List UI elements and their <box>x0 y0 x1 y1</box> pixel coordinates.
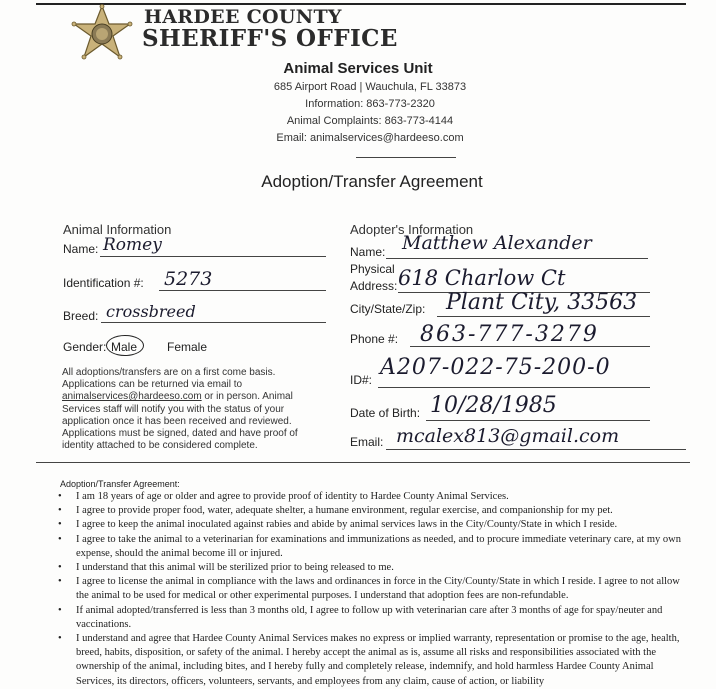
email-value[interactable]: mcalex813@gmail.com <box>396 425 620 447</box>
email-label: Email: <box>350 435 384 449</box>
unit-name: Animal Services Unit <box>283 60 433 77</box>
agreement-term: • I understand that this animal will be sterilized prior to being released to me. <box>56 561 686 575</box>
adopter-name-value[interactable]: Matthew Alexander <box>402 232 592 254</box>
agreement-term: • I agree to license the animal in compliance with the laws and ordinances in force in the City/County/State in which I reside. I agree to not allow the animal to be used for medical or other experimental purposes. I understand that adoption fees are non-refundable. <box>56 575 686 603</box>
address-label: Address: <box>350 279 398 293</box>
application-note: All adoptions/transfers are on a first come basis. Applications can be returned via email to animalservices@hardeeso.com or in person. Animal Services staff will notify you with the status of your application once it has been received and reviewed. Applications must be signed, dated and have proof of identity attached to be considered complete. <box>62 367 298 452</box>
gender-male-option[interactable]: Male <box>111 340 138 354</box>
dob-underline <box>426 420 650 421</box>
form-title: Adoption/Transfer Agreement <box>261 172 483 191</box>
animal-name-label: Name: <box>63 242 99 256</box>
id-number-value[interactable]: A207-022-75-200-0 <box>380 355 611 380</box>
agency-name-line1: HARDEE COUNTY <box>144 6 342 28</box>
agreement-term: • I agree to provide proper food, water, adequate shelter, a humane environment, regular exercise, and companionship for my pet. <box>56 504 686 518</box>
adopter-name-underline <box>386 258 648 259</box>
agreement-term: • I am 18 years of age or older and agree to provide proof of identity to Hardee County Animal Services. <box>56 490 686 504</box>
note-email-link[interactable]: animalservices@hardeeso.com <box>62 391 202 403</box>
agreement-term: • I understand and agree that Hardee County Animal Services makes no express or implied warranty, representation or promise to the age, health, breed, habits, disposition, or safety of the animal. I hereby accept the animal as is, assume all risks and responsibilities associated with the ownership of the animal, including bites, and I hereby fully and completely release, indemnify, and hold harmless Hardee County Animal Services, its directors, officers, volunteers, servants, and employees from any claim, cause of action, or liability <box>56 632 686 689</box>
dob-value[interactable]: 10/28/1985 <box>430 393 557 418</box>
breed-value[interactable]: crossbreed <box>106 302 196 321</box>
agency-email: Email: animalservices@hardeeso.com <box>276 132 464 144</box>
header-divider <box>356 157 456 158</box>
adopter-info-heading: Adopter's Information <box>350 222 474 237</box>
id-number-label: ID#: <box>350 373 373 387</box>
agreement-terms-list <box>56 490 686 689</box>
animal-name-underline <box>100 256 326 257</box>
animal-id-label: Identification #: <box>63 276 144 290</box>
physical-label: Physical <box>350 262 395 276</box>
phone-value[interactable]: 863-777-3279 <box>420 322 599 347</box>
agreement-term: • I agree to take the animal to a veterinarian for examinations and immunizations as needed, and to procure immediate veterinary care, at my own expense, should the animal become ill or injured. <box>56 533 686 561</box>
animal-id-value[interactable]: 5273 <box>164 268 213 290</box>
gender-label: Gender: <box>63 340 107 354</box>
breed-label: Breed: <box>63 309 99 323</box>
email-underline <box>386 449 686 450</box>
agency-name-line2: SHERIFF'S OFFICE <box>142 25 398 52</box>
id-number-underline <box>378 387 650 388</box>
city-state-zip-underline <box>437 316 650 317</box>
dob-label: Date of Birth: <box>350 406 421 420</box>
animal-info-heading: Animal Information <box>63 222 172 237</box>
agreement-term: • If animal adopted/transferred is less than 3 months old, I agree to follow up with veterinarian care after 3 months of age for spay/neuter and vaccinations. <box>56 604 686 632</box>
agreement-heading: Adoption/Transfer Agreement: <box>60 479 180 489</box>
address-value[interactable]: 618 Charlow Ct <box>398 266 566 290</box>
adopter-name-label: Name: <box>350 245 386 259</box>
section-divider <box>36 462 690 463</box>
agreement-term: • I agree to keep the animal inoculated against rabies and abide by animal services laws in the City/County/State in which I reside. <box>56 518 686 532</box>
phone-label: Phone #: <box>350 332 399 346</box>
city-state-zip-label: City/State/Zip: <box>350 302 426 316</box>
sheriff-star-badge-icon <box>70 4 134 60</box>
city-state-zip-value[interactable]: Plant City, 33563 <box>446 290 638 315</box>
agency-address: 685 Airport Road | Wauchula, FL 33873 <box>273 81 467 93</box>
animal-name-value[interactable]: Romey <box>103 235 162 255</box>
breed-underline <box>101 322 326 323</box>
information-phone: Information: 863-773-2320 <box>305 98 435 110</box>
gender-female-option[interactable]: Female <box>167 340 208 354</box>
animal-id-underline <box>159 290 326 291</box>
complaints-phone: Animal Complaints: 863-773-4144 <box>286 115 454 127</box>
